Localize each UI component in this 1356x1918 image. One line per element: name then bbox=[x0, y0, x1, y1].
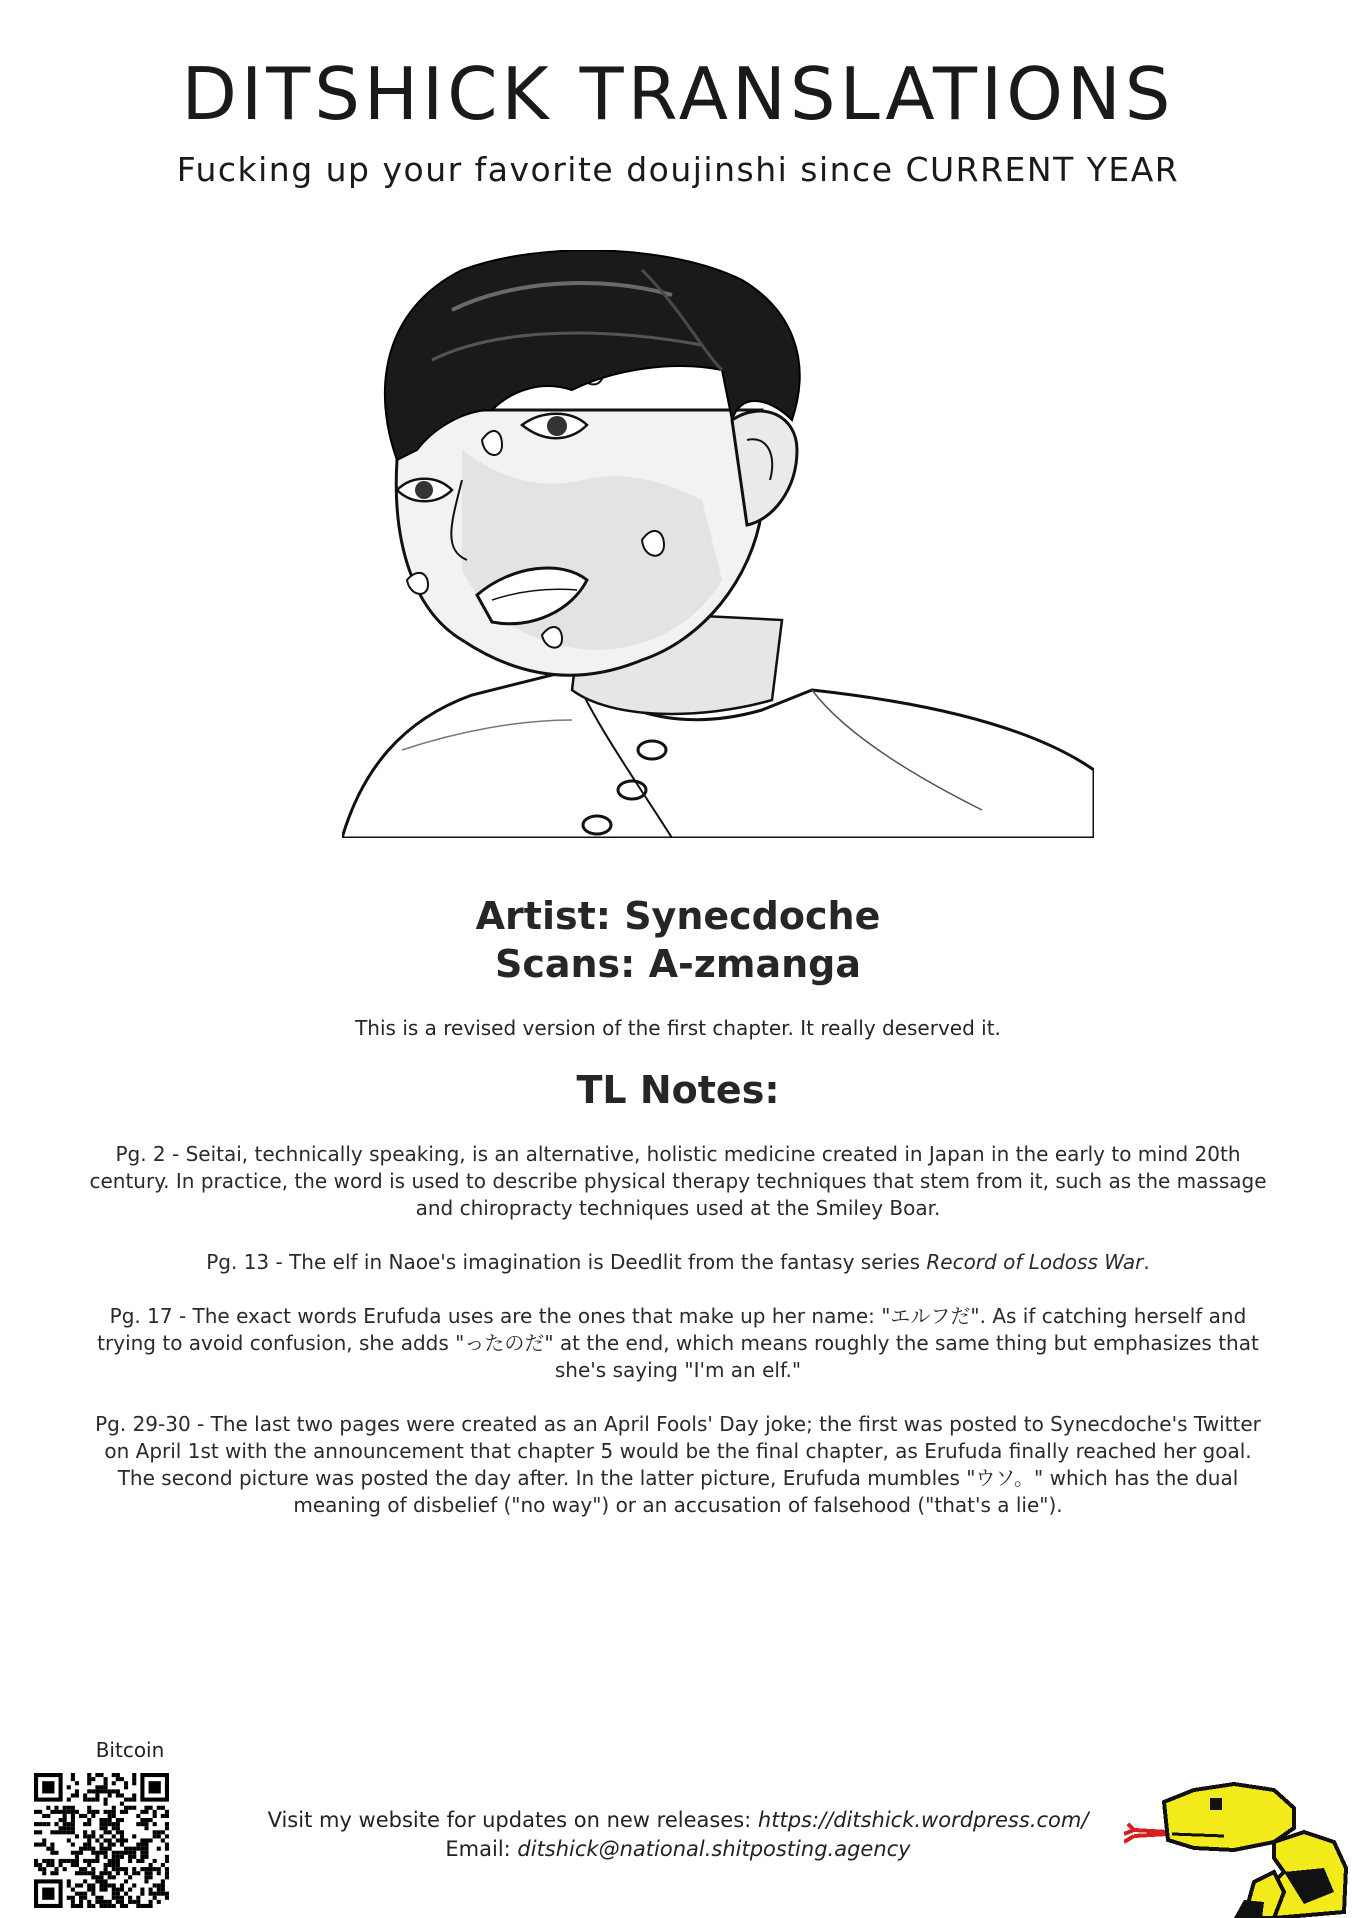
tl-note-item: Pg. 2 - Seitai, technically speaking, is an alternative, holistic medicine created in Japan in the early to mind 20th century. In practice, the word is used to describe physical therapy techniques that stem from it, such as the massage and chiropracty techniques used at the Smiley Boar. bbox=[89, 1142, 1267, 1220]
tl-notes-heading: TL Notes: bbox=[576, 1068, 780, 1112]
site-title: DITSHICK TRANSLATIONS bbox=[181, 52, 1175, 136]
series-title: Record of Lodoss War bbox=[926, 1250, 1144, 1274]
tl-note-punctuation: . bbox=[1143, 1250, 1150, 1274]
email-prefix: Email: bbox=[445, 1837, 518, 1861]
artist-credit: Artist: Synecdoche bbox=[475, 894, 881, 938]
tl-notes-list bbox=[85, 1141, 1271, 1519]
email-link[interactable]: ditshick@national.shitposting.agency bbox=[517, 1837, 911, 1861]
tl-note-item bbox=[85, 1249, 1271, 1276]
yellow-snake-mascot bbox=[1124, 1772, 1350, 1918]
credits bbox=[0, 892, 1356, 988]
tl-note-item: Pg. 17 - The exact words Erufuda uses are the ones that make up her name: "エルフだ". As if catching herself and trying to avoid confusion, she adds "ったのだ" at the end, which means roughly the same thing but emphasizes that she's saying "I'm an elf." bbox=[97, 1304, 1259, 1382]
site-tagline: Fucking up your favorite doujinshi since CURRENT YEAR bbox=[176, 150, 1180, 189]
bitcoin-label: Bitcoin bbox=[95, 1738, 165, 1762]
tl-note-item: Pg. 29-30 - The last two pages were created as an April Fools' Day joke; the first was posted to Synecdoche's Twitter on April 1st with the announcement that chapter 5 would be the final chapter, as Erufuda finally reached her goal. The second picture was posted the day after. In the latter picture, Erufuda mumbles "ウソ。" which has the dual meaning of disbelief ("no way") or an accusation of falsehood ("that's a lie"). bbox=[95, 1412, 1261, 1517]
tl-note-text: Pg. 13 - The elf in Naoe's imagination is Deedlit from the fantasy series bbox=[206, 1250, 927, 1274]
website-prefix: Visit my website for updates on new releases: bbox=[267, 1808, 758, 1832]
manga-character-illustration bbox=[342, 250, 1094, 838]
website-link[interactable]: https://ditshick.wordpress.com/ bbox=[757, 1808, 1089, 1832]
revised-note: This is a revised version of the first chapter. It really deserved it. bbox=[355, 1016, 1001, 1040]
scans-credit: Scans: A-zmanga bbox=[494, 942, 862, 986]
